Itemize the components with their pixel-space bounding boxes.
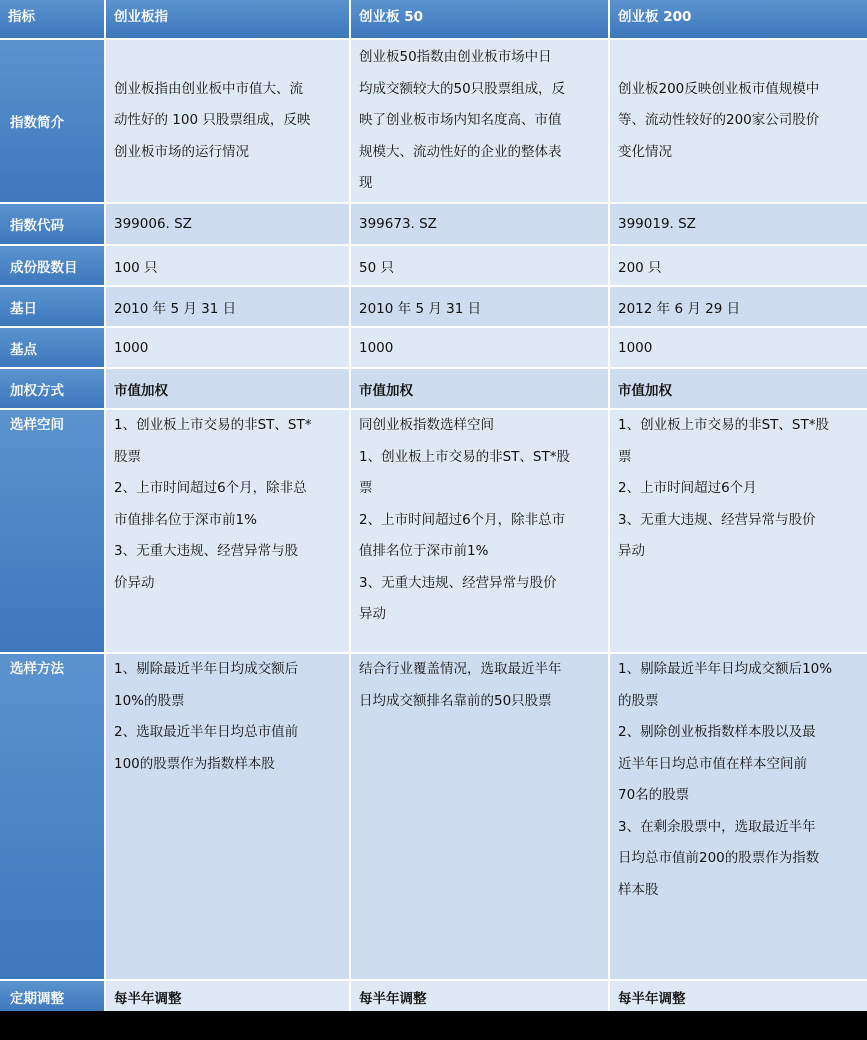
row-label-count: 成份股数目 xyxy=(10,259,78,276)
text-line: 票 xyxy=(359,480,373,496)
row-label-weighting: 加权方式 xyxy=(10,382,64,399)
row-base-date xyxy=(0,287,867,326)
base-date-col3 xyxy=(610,287,867,326)
text-line: 市值排名位于深市前1% xyxy=(114,511,257,528)
header-chinext-index: 创业板指 xyxy=(114,9,168,25)
row-intro xyxy=(0,40,867,202)
header-col3-cell xyxy=(610,0,867,38)
text-line: 票 xyxy=(618,448,632,465)
row-base-point xyxy=(0,328,867,367)
text-line: 2、上市时间超过6个月 xyxy=(618,480,757,496)
text-line: 映了创业板市场内知名度高、市值 xyxy=(359,112,562,129)
intro-col3 xyxy=(610,40,867,202)
text-line: 3、无重大违规、经营异常与股价 xyxy=(618,511,816,528)
count-col1 xyxy=(106,246,349,285)
text-line: 10%的股票 xyxy=(114,692,185,709)
row-label-cell xyxy=(0,287,104,326)
code-col2 xyxy=(351,204,608,244)
text-line: 2、上市时间超过6个月，除非总 xyxy=(114,480,307,496)
text-line: 变化情况 xyxy=(618,143,672,160)
header-col1-cell xyxy=(106,0,349,38)
weighting-col2 xyxy=(351,369,608,408)
base-date-value: 2010 年 5 月 31 日 xyxy=(359,300,482,317)
row-selection-method xyxy=(0,654,867,979)
base-point-value: 1000 xyxy=(114,339,149,356)
row-label-cell xyxy=(0,246,104,285)
row-label-cell xyxy=(0,328,104,367)
text-line: 100的股票作为指数样本股 xyxy=(114,755,275,772)
base-point-value: 1000 xyxy=(359,339,394,356)
text-line: 日均成交额排名靠前的50只股票 xyxy=(359,692,552,709)
weighting-col1 xyxy=(106,369,349,408)
row-label-selection-space: 选样空间 xyxy=(10,417,64,433)
row-label-code: 指数代码 xyxy=(10,218,64,234)
text-line: 创业板200反映创业板市值规模中 xyxy=(618,80,820,97)
count-col3 xyxy=(610,246,867,285)
header-chinext-200: 创业板 200 xyxy=(618,9,692,25)
row-label-cell xyxy=(0,410,104,652)
text-line: 3、无重大违规、经营异常与股 xyxy=(114,543,299,559)
base-point-col1 xyxy=(106,328,349,367)
bottom-black-bar xyxy=(0,1011,867,1040)
header-label-cell xyxy=(0,0,104,38)
text-line: 1、创业板上市交易的非ST、ST*股 xyxy=(359,448,570,465)
count-value: 200 只 xyxy=(618,259,662,276)
text-line: 值排名位于深市前1% xyxy=(359,543,489,559)
text-line: 1、剔除最近半年日均成交额后10% xyxy=(618,661,833,677)
base-point-col2 xyxy=(351,328,608,367)
row-label-intro: 指数简介 xyxy=(10,115,64,131)
adjust-value: 每半年调整 xyxy=(618,991,686,1007)
text-line: 2、上市时间超过6个月，除非总市 xyxy=(359,511,566,528)
base-date-col1 xyxy=(106,287,349,326)
weighting-value: 市值加权 xyxy=(114,382,168,399)
header-row xyxy=(0,0,867,38)
row-label-cell xyxy=(0,981,104,1013)
text-line: 近半年日均总市值在样本空间前 xyxy=(618,755,807,772)
space-col2 xyxy=(351,410,608,652)
text-line: 创业板50指数由创业板市场中日 xyxy=(359,49,552,66)
row-label-cell xyxy=(0,40,104,202)
weighting-col3 xyxy=(610,369,867,408)
text-line: 结合行业覆盖情况，选取最近半年 xyxy=(359,661,562,677)
weighting-value: 市值加权 xyxy=(359,382,413,399)
code-value: 399673. SZ xyxy=(359,216,437,232)
text-line: 创业板市场的运行情况 xyxy=(114,143,249,160)
text-line: 日均总市值前200的股票作为指数 xyxy=(618,850,820,866)
row-label-base-date: 基日 xyxy=(10,300,37,317)
method-col2 xyxy=(351,654,608,979)
text-line: 样本股 xyxy=(618,881,659,898)
adjust-col2 xyxy=(351,981,608,1013)
base-point-value: 1000 xyxy=(618,339,653,356)
text-line: 2、选取最近半年日均总市值前 xyxy=(114,724,299,740)
base-date-col2 xyxy=(351,287,608,326)
row-label-cell xyxy=(0,654,104,979)
row-label-cell xyxy=(0,369,104,408)
base-point-col3 xyxy=(610,328,867,367)
row-code xyxy=(0,204,867,244)
weighting-value: 市值加权 xyxy=(618,382,672,399)
text-line: 价异动 xyxy=(114,574,155,591)
text-line: 3、在剩余股票中，选取最近半年 xyxy=(618,818,816,835)
count-value: 100 只 xyxy=(114,259,158,276)
text-line: 创业板指由创业板中市值大、流 xyxy=(114,80,303,97)
text-line: 的股票 xyxy=(618,692,659,709)
adjust-value: 每半年调整 xyxy=(114,991,182,1007)
text-line: 股票 xyxy=(114,448,141,465)
text-line: 异动 xyxy=(359,606,386,622)
row-selection-space xyxy=(0,410,867,652)
row-weighting xyxy=(0,369,867,408)
code-col3 xyxy=(610,204,867,244)
base-date-value: 2010 年 5 月 31 日 xyxy=(114,300,237,317)
header-col2-cell xyxy=(351,0,608,38)
text-line: 3、无重大违规、经营异常与股价 xyxy=(359,574,557,591)
text-line: 70名的股票 xyxy=(618,787,690,803)
text-line: 规模大、流动性好的企业的整体表 xyxy=(359,143,562,160)
method-col1 xyxy=(106,654,349,979)
text-line: 1、创业板上市交易的非ST、ST* xyxy=(114,417,312,433)
space-col3 xyxy=(610,410,867,652)
text-line: 等、流动性较好的200家公司股价 xyxy=(618,112,820,129)
row-label-base-point: 基点 xyxy=(10,341,37,358)
count-value: 50 只 xyxy=(359,259,394,276)
intro-col2 xyxy=(351,40,608,202)
text-line: 动性好的 100 只股票组成，反映 xyxy=(114,112,311,129)
base-date-value: 2012 年 6 月 29 日 xyxy=(618,300,741,317)
adjust-value: 每半年调整 xyxy=(359,991,427,1007)
row-adjustment xyxy=(0,981,867,1013)
space-col1 xyxy=(106,410,349,652)
code-value: 399019. SZ xyxy=(618,216,696,232)
row-label-adjustment: 定期调整 xyxy=(10,991,64,1007)
adjust-col1 xyxy=(106,981,349,1013)
method-col3 xyxy=(610,654,867,979)
row-count xyxy=(0,246,867,285)
code-value: 399006. SZ xyxy=(114,216,192,232)
row-label-cell xyxy=(0,204,104,244)
text-line: 异动 xyxy=(618,543,645,559)
code-col1 xyxy=(106,204,349,244)
count-col2 xyxy=(351,246,608,285)
row-label-selection-method: 选样方法 xyxy=(10,661,64,677)
text-line: 同创业板指数选样空间 xyxy=(359,417,494,433)
text-line: 现 xyxy=(359,175,373,192)
adjust-col3 xyxy=(610,981,867,1013)
text-line: 均成交额较大的50只股票组成，反 xyxy=(359,80,566,97)
header-label: 指标 xyxy=(8,9,35,25)
text-line: 1、创业板上市交易的非ST、ST*股 xyxy=(618,417,829,433)
intro-col1 xyxy=(106,40,349,202)
text-line: 1、剔除最近半年日均成交额后 xyxy=(114,661,299,677)
text-line: 2、剔除创业板指数样本股以及最 xyxy=(618,724,816,740)
header-chinext-50: 创业板 50 xyxy=(359,9,423,25)
